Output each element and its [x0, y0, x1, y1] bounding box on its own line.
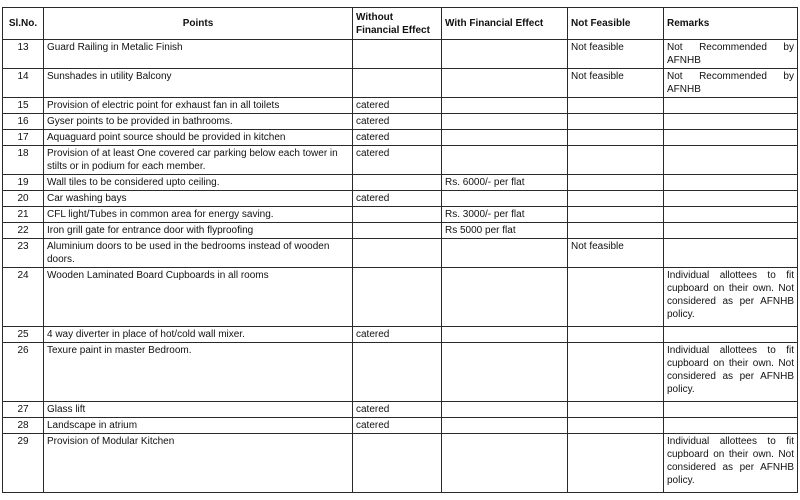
cell-point: Aluminium doors to be used in the bedrooms instead of wooden doors.	[44, 239, 353, 268]
table-row	[3, 418, 798, 434]
header-points: Points	[44, 8, 353, 40]
cell-sl-no: 26	[3, 343, 44, 402]
cell-not-feasible	[568, 175, 664, 191]
header-sl-no: Sl.No.	[3, 8, 44, 40]
cell-without-financial-effect: catered	[353, 402, 442, 418]
cell-not-feasible	[568, 223, 664, 239]
cell-remarks	[664, 418, 798, 434]
cell-with-financial-effect	[442, 130, 568, 146]
cell-with-financial-effect	[442, 327, 568, 343]
table-row	[3, 223, 798, 239]
cell-point: CFL light/Tubes in common area for energy saving.	[44, 207, 353, 223]
cell-with-financial-effect: Rs 5000 per flat	[442, 223, 568, 239]
cell-with-financial-effect	[442, 114, 568, 130]
cell-remarks	[664, 402, 798, 418]
cell-not-feasible	[568, 130, 664, 146]
cell-point: Landscape in atrium	[44, 418, 353, 434]
cell-sl-no: 17	[3, 130, 44, 146]
cell-without-financial-effect	[353, 434, 442, 493]
cell-point: Iron grill gate for entrance door with flyproofing	[44, 223, 353, 239]
cell-remarks: Not Recommended by AFNHB	[664, 69, 798, 98]
cell-sl-no: 16	[3, 114, 44, 130]
cell-remarks	[664, 327, 798, 343]
table-row	[3, 146, 798, 175]
cell-without-financial-effect	[353, 239, 442, 268]
cell-remarks	[664, 146, 798, 175]
cell-with-financial-effect	[442, 69, 568, 98]
cell-with-financial-effect	[442, 402, 568, 418]
cell-without-financial-effect	[353, 223, 442, 239]
header-not-feasible: Not Feasible	[568, 8, 664, 40]
table-row	[3, 69, 798, 98]
cell-remarks	[664, 175, 798, 191]
cell-with-financial-effect	[442, 268, 568, 327]
cell-not-feasible	[568, 191, 664, 207]
header-without-financial-effect: Without Financial Effect	[353, 8, 442, 40]
table-row	[3, 114, 798, 130]
cell-remarks	[664, 207, 798, 223]
cell-remarks: Not Recommended by AFNHB	[664, 40, 798, 69]
table-row	[3, 98, 798, 114]
cell-with-financial-effect	[442, 98, 568, 114]
cell-not-feasible	[568, 343, 664, 402]
cell-sl-no: 14	[3, 69, 44, 98]
cell-point: Wooden Laminated Board Cupboards in all rooms	[44, 268, 353, 327]
cell-with-financial-effect	[442, 343, 568, 402]
cell-not-feasible	[568, 146, 664, 175]
table-row	[3, 268, 798, 327]
cell-without-financial-effect	[353, 69, 442, 98]
cell-sl-no: 20	[3, 191, 44, 207]
cell-sl-no: 24	[3, 268, 44, 327]
cell-not-feasible: Not feasible	[568, 69, 664, 98]
cell-not-feasible: Not feasible	[568, 239, 664, 268]
cell-sl-no: 18	[3, 146, 44, 175]
table-row	[3, 343, 798, 402]
table-row	[3, 40, 798, 69]
cell-without-financial-effect: catered	[353, 130, 442, 146]
cell-without-financial-effect	[353, 207, 442, 223]
table-row	[3, 327, 798, 343]
cell-without-financial-effect: catered	[353, 98, 442, 114]
cell-with-financial-effect	[442, 40, 568, 69]
cell-with-financial-effect: Rs. 6000/- per flat	[442, 175, 568, 191]
cell-remarks: Individual allottees to fit cupboard on their own. Not considered as per AFNHB policy.	[664, 434, 798, 493]
table-row	[3, 175, 798, 191]
cell-sl-no: 15	[3, 98, 44, 114]
cell-not-feasible	[568, 402, 664, 418]
cell-point: Gyser points to be provided in bathrooms.	[44, 114, 353, 130]
cell-with-financial-effect: Rs. 3000/- per flat	[442, 207, 568, 223]
cell-point: Aquaguard point source should be provided in kitchen	[44, 130, 353, 146]
cell-remarks	[664, 191, 798, 207]
table-row	[3, 207, 798, 223]
cell-sl-no: 25	[3, 327, 44, 343]
table-row	[3, 402, 798, 418]
cell-without-financial-effect: catered	[353, 191, 442, 207]
cell-sl-no: 28	[3, 418, 44, 434]
cell-with-financial-effect	[442, 434, 568, 493]
cell-without-financial-effect	[353, 40, 442, 69]
cell-not-feasible	[568, 418, 664, 434]
cell-not-feasible	[568, 114, 664, 130]
cell-without-financial-effect	[353, 175, 442, 191]
cell-with-financial-effect	[442, 146, 568, 175]
cell-remarks: Individual allottees to fit cupboard on their own. Not considered as per AFNHB policy.	[664, 343, 798, 402]
cell-without-financial-effect	[353, 268, 442, 327]
cell-without-financial-effect: catered	[353, 114, 442, 130]
table-row	[3, 130, 798, 146]
cell-point: Car washing bays	[44, 191, 353, 207]
cell-remarks	[664, 114, 798, 130]
table-row	[3, 191, 798, 207]
cell-point: Wall tiles to be considered upto ceiling.	[44, 175, 353, 191]
cell-sl-no: 19	[3, 175, 44, 191]
specification-table	[2, 7, 798, 493]
cell-remarks	[664, 223, 798, 239]
cell-sl-no: 23	[3, 239, 44, 268]
cell-remarks	[664, 130, 798, 146]
cell-point: Texure paint in master Bedroom.	[44, 343, 353, 402]
table-row	[3, 434, 798, 493]
cell-without-financial-effect: catered	[353, 418, 442, 434]
cell-point: Guard Railing in Metalic Finish	[44, 40, 353, 69]
table-row	[3, 239, 798, 268]
cell-with-financial-effect	[442, 239, 568, 268]
cell-not-feasible: Not feasible	[568, 40, 664, 69]
cell-sl-no: 29	[3, 434, 44, 493]
table-header-row	[3, 8, 798, 40]
cell-point: Glass lift	[44, 402, 353, 418]
cell-not-feasible	[568, 268, 664, 327]
cell-without-financial-effect: catered	[353, 327, 442, 343]
cell-sl-no: 21	[3, 207, 44, 223]
cell-with-financial-effect	[442, 418, 568, 434]
cell-not-feasible	[568, 98, 664, 114]
cell-sl-no: 13	[3, 40, 44, 69]
header-remarks: Remarks	[664, 8, 798, 40]
header-with-financial-effect: With Financial Effect	[442, 8, 568, 40]
cell-point: 4 way diverter in place of hot/cold wall mixer.	[44, 327, 353, 343]
cell-point: Sunshades in utility Balcony	[44, 69, 353, 98]
cell-not-feasible	[568, 207, 664, 223]
cell-remarks	[664, 239, 798, 268]
cell-not-feasible	[568, 327, 664, 343]
cell-sl-no: 22	[3, 223, 44, 239]
cell-point: Provision of Modular Kitchen	[44, 434, 353, 493]
cell-without-financial-effect: catered	[353, 146, 442, 175]
cell-remarks: Individual allottees to fit cupboard on their own. Not considered as per AFNHB policy.	[664, 268, 798, 327]
cell-remarks	[664, 98, 798, 114]
cell-with-financial-effect	[442, 191, 568, 207]
cell-point: Provision of at least One covered car parking below each tower in stilts or in podium for each member.	[44, 146, 353, 175]
cell-not-feasible	[568, 434, 664, 493]
cell-without-financial-effect	[353, 343, 442, 402]
cell-point: Provision of electric point for exhaust fan in all toilets	[44, 98, 353, 114]
cell-sl-no: 27	[3, 402, 44, 418]
